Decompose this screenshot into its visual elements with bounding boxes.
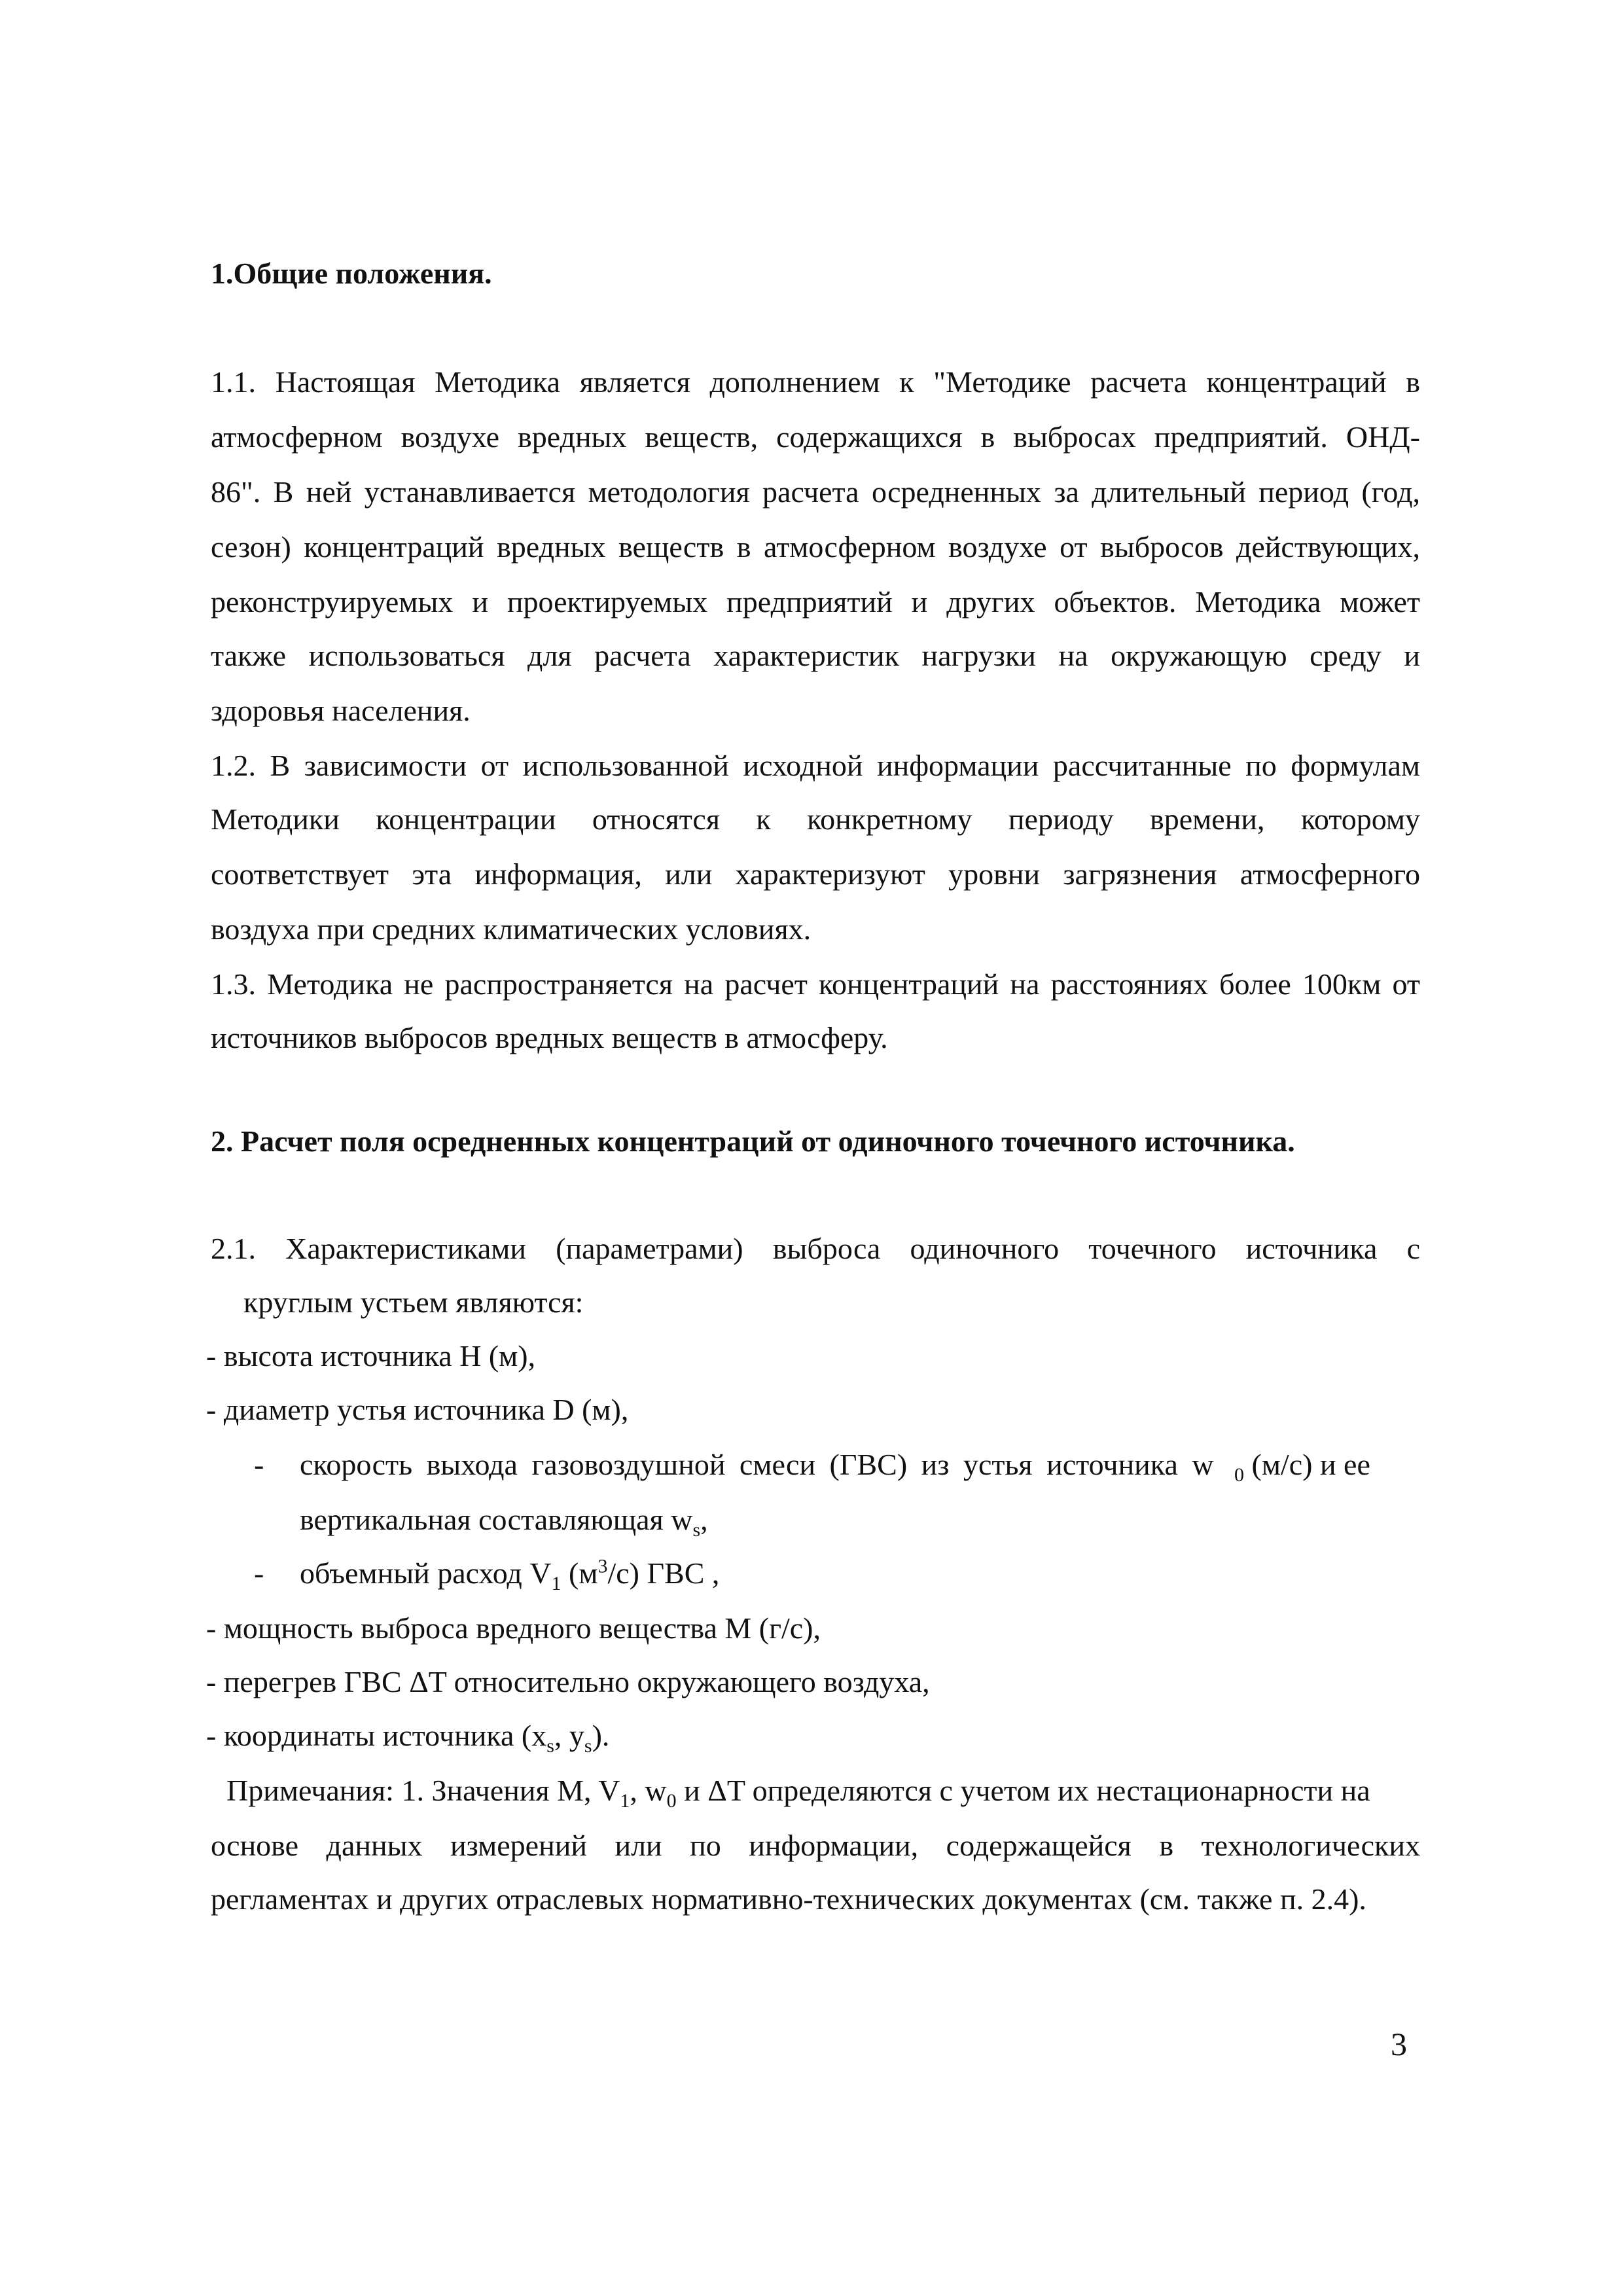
list-item-speed-line-2 — [300, 1500, 708, 1539]
list-item-coords — [206, 1716, 609, 1755]
coords-text-c: ). — [592, 1719, 610, 1752]
list-item-height: - высота источника H (м), — [206, 1339, 536, 1372]
paragraph-1-1-line-1: 1.1. Настоящая Методика является дополнением к "Методике расчета концентраций в — [211, 365, 1420, 399]
volume-sup-3: 3 — [597, 1555, 608, 1577]
section-2-heading: 2. Расчет поля осредненных концентраций от одиночного точечного источника. — [211, 1124, 1295, 1158]
paragraph-1-1-line-7: здоровья населения. — [211, 694, 471, 727]
coords-text-a: - координаты источника (x — [206, 1719, 547, 1752]
coords-text-b: , y — [554, 1719, 584, 1752]
note-line-3: регламентах и других отраслевых нормативно-технических документах (см. также п. 2.4). — [211, 1882, 1366, 1916]
note-line-1 — [226, 1771, 1420, 1810]
paragraph-1-2-line-4: воздуха при средних климатических условиях. — [211, 912, 812, 946]
speed-text-2: вертикальная составляющая w — [300, 1503, 693, 1536]
paragraph-1-1-line-3: 86". В ней устанавливается методология расчета осредненных за длительный период (год, — [211, 475, 1420, 509]
paragraph-1-1-line-5: реконструируемых и проектируемых предприятий и других объектов. Методика может — [211, 585, 1420, 619]
note-sub-1: 1 — [620, 1790, 630, 1812]
note-text-b: , w — [630, 1774, 667, 1807]
volume-text-a: объемный расход V — [300, 1556, 552, 1590]
speed-text-2-tail: , — [700, 1503, 708, 1536]
list-item-speed-line-1-sub — [1234, 1445, 1370, 1484]
speed-text-1-tail: (м/с) и ее — [1244, 1448, 1370, 1481]
paragraph-1-3-line-1: 1.3. Методика не распространяется на расчет концентраций на расстояниях более 100км от — [211, 967, 1420, 1001]
page-number: 3 — [1391, 2026, 1407, 2062]
note-text-a: Примечания: 1. Значения M, V — [226, 1774, 620, 1807]
list-item-power: - мощность выброса вредного вещества M (г/с), — [206, 1611, 821, 1645]
paragraph-1-1-line-4: сезон) концентраций вредных веществ в атмосферном воздухе от выбросов действующих, — [211, 530, 1420, 564]
list-item-speed-dash: - — [254, 1448, 264, 1481]
list-item-volume — [300, 1554, 719, 1593]
coords-sub-s1: s — [546, 1735, 554, 1757]
speed-sub-s: s — [692, 1519, 701, 1541]
note-sub-0: 0 — [666, 1790, 677, 1812]
note-line-2: основе данных измерений или по информации, содержащейся в технологических — [211, 1829, 1420, 1862]
volume-text-c: /с) ГВС , — [607, 1556, 720, 1590]
paragraph-1-1-line-2: атмосферном воздухе вредных веществ, содержащихся в выбросах предприятий. ОНД- — [211, 420, 1420, 454]
coords-sub-s2: s — [584, 1735, 592, 1757]
speed-text-1: скорость выхода газовоздушной смеси (ГВС) из устья источника w — [300, 1448, 1214, 1481]
paragraph-2-1-line-1: 2.1. Характеристиками (параметрами) выброса одиночного точечного источника с — [211, 1232, 1420, 1265]
paragraph-1-2-line-3: соответствует эта информация, или характеризуют уровни загрязнения атмосферного — [211, 857, 1420, 891]
volume-text-b: (м — [561, 1556, 598, 1590]
list-item-overheat: - перегрев ГВС ΔT относительно окружающего воздуха, — [206, 1665, 930, 1698]
paragraph-2-1-line-2: круглым устьем являются: — [243, 1285, 584, 1319]
list-item-diameter: - диаметр устья источника D (м), — [206, 1393, 629, 1426]
list-item-volume-dash: - — [254, 1556, 264, 1590]
section-1-heading: 1.Общие положения. — [211, 257, 492, 290]
paragraph-1-2-line-2: Методики концентрации относятся к конкретному периоду времени, которому — [211, 802, 1420, 836]
note-text-c: и ΔT определяются с учетом их нестационарности на — [676, 1774, 1370, 1807]
volume-sub-1: 1 — [551, 1573, 562, 1595]
paragraph-1-1-line-6: также использоваться для расчета характеристик нагрузки на окружающую среду и — [211, 639, 1420, 672]
paragraph-1-2-line-1: 1.2. В зависимости от использованной исходной информации рассчитанные по формулам — [211, 749, 1420, 782]
speed-sub-0: 0 — [1234, 1464, 1244, 1486]
paragraph-1-3-line-2: источников выбросов вредных веществ в атмосферу. — [211, 1021, 888, 1054]
